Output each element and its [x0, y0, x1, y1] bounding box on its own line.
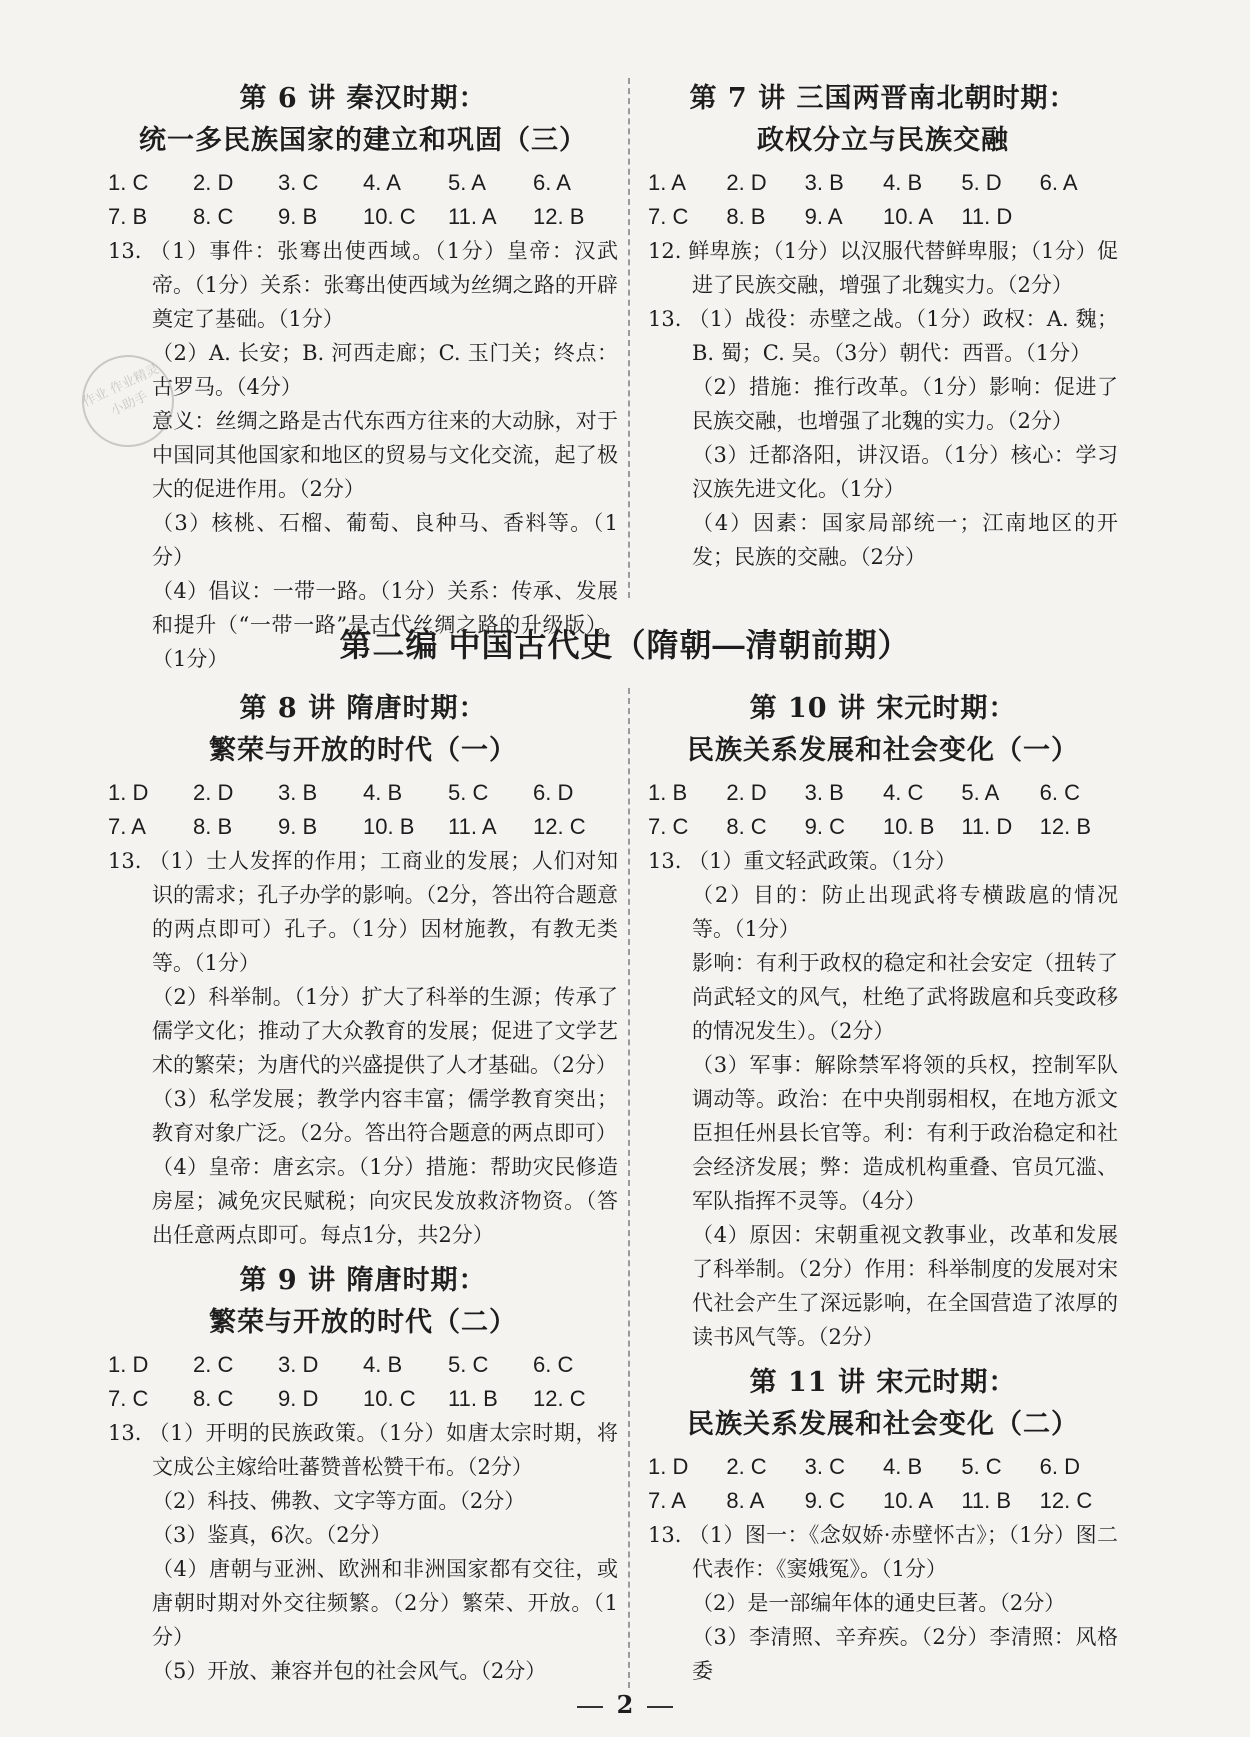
answer-paragraph: （3）军事：解除禁军将领的兵权，控制军队调动等。政治：在中央削弱相权，在地方派文臣担任州县长官等。利：有利于政治稳定和社会经济发展；弊：造成机构重叠、官员冗滥、军队指挥不灵等。（4分） — [692, 1053, 1118, 1213]
answer-paragraph: 12. 鲜卑族；（1分）以汉服代替鲜卑服；（1分）促进了民族交融，增强了北魏实力。（2分） — [648, 239, 1118, 297]
answer: 10. B — [363, 814, 415, 839]
answer: 7. C — [108, 1386, 149, 1411]
answer-paragraph: 13. （1）事件：张骞出使西域。（1分）皇帝：汉武帝。（1分）关系：张骞出使西域为丝绸之路的开辟奠定了基础。（1分） — [108, 239, 618, 331]
choice-answers — [648, 1450, 1118, 1518]
answer: 4. C — [883, 780, 924, 805]
lesson-6 — [108, 78, 618, 676]
answer-paragraph: 意义：丝绸之路是古代东西方往来的大动脉，对于中国同其他国家和地区的贸易与文化交流，起了极大的促进作用。（2分） — [152, 409, 618, 501]
lessons-10-11 — [648, 688, 1118, 1696]
answer: 11. A — [448, 814, 497, 839]
answer-paragraph: 影响：有利于政权的稳定和社会安定（扭转了尚武轻文的风气，杜绝了武将跋扈和兵变政移的情况发生）。（2分） — [692, 951, 1118, 1043]
answer: 1. D — [648, 1454, 689, 1479]
answer: 11. A — [448, 204, 497, 229]
answer: 7. C — [648, 814, 689, 839]
answer: 11. D — [961, 204, 1013, 229]
answer: 8. C — [193, 1386, 234, 1411]
answer: 4. B — [883, 170, 923, 195]
answer: 5. C — [448, 780, 489, 805]
answer: 6. C — [1039, 780, 1081, 805]
answer: 2. D — [193, 170, 234, 195]
answer: 11. B — [448, 1386, 498, 1411]
answer: 12. B — [533, 204, 585, 229]
answer: 3. D — [278, 1352, 319, 1377]
lesson-10 — [648, 688, 1118, 1354]
answer-paragraph: （3）私学发展；教学内容丰富；儒学教育突出；教育对象广泛。（2分。答出符合题意的两点即可） — [152, 1087, 618, 1145]
page-number — [0, 1690, 1250, 1719]
answer: 8. B — [193, 814, 233, 839]
lesson-subtitle: 统一多民族国家的建立和巩固（三） — [139, 125, 587, 156]
answer: 3. B — [804, 780, 844, 805]
answer-paragraph: （2）科技、佛教、文字等方面。（2分） — [152, 1489, 526, 1513]
answer: 12. B — [1039, 814, 1092, 839]
answer: 6. A — [1039, 170, 1078, 195]
lesson-subtitle: 繁荣与开放的时代（二） — [209, 1307, 517, 1338]
answer: 3. B — [804, 170, 844, 195]
choice-answers — [108, 776, 618, 844]
lesson-9 — [108, 1260, 618, 1688]
answer: 2. C — [193, 1352, 234, 1377]
dash-left — [577, 1706, 603, 1708]
answer-paragraph: 13. （1）图一：《念奴娇·赤壁怀古》；（1分）图二代表作：《窦娥冤》。（1分） — [648, 1523, 1118, 1581]
lesson-title: 第 7 讲 三国两晋南北朝时期： — [689, 83, 1077, 114]
answer: 8. C — [726, 814, 767, 839]
answer-paragraph: （2）措施：推行改革。（1分）影响：促进了民族交融，也增强了北魏的实力。（2分） — [692, 375, 1118, 433]
answer: 1. A — [648, 170, 686, 195]
answer: 2. C — [726, 1454, 767, 1479]
answer: 4. B — [363, 1352, 403, 1377]
lesson-11 — [648, 1362, 1118, 1688]
answer: 3. B — [278, 780, 318, 805]
column-divider-top — [628, 78, 630, 598]
answer: 1. B — [648, 780, 688, 805]
answer: 4. B — [883, 1454, 923, 1479]
lesson-subtitle: 民族关系发展和社会变化（一） — [687, 735, 1079, 766]
answer-paragraph: 13. （1）战役：赤壁之战。（1分）政权：A. 魏；B. 蜀；C. 吴。（3分）朝代：西晋。（1分） — [648, 307, 1118, 365]
section-title: 第二编 中国古代史（隋朝—清朝前期） — [339, 627, 911, 663]
answer: 10. B — [883, 814, 935, 839]
answer — [1040, 200, 1118, 234]
answer-paragraph: （4）原因：宋朝重视文教事业，改革和发展了科举制。（2分）作用：科举制度的发展对宋代社会产生了深远影响，在全国营造了浓厚的读书风气等。（2分） — [692, 1223, 1118, 1349]
answer: 8. C — [193, 204, 234, 229]
answer-paragraph: （3）鉴真，6次。（2分） — [152, 1523, 392, 1547]
answer: 2. D — [726, 780, 767, 805]
answer: 12. C — [533, 1386, 586, 1411]
answer-paragraph: （2）科举制。（1分）扩大了科举的生源；传承了儒学文化；推动了大众教育的发展；促进了文学艺术的繁荣；为唐代的兴盛提供了人才基础。（2分） — [152, 985, 618, 1077]
answer: 9. A — [804, 204, 843, 229]
answer: 5. C — [961, 1454, 1002, 1479]
answer: 9. C — [804, 1488, 846, 1513]
lesson-title: 第 8 讲 隋唐时期： — [239, 693, 487, 724]
answer: 4. B — [363, 780, 403, 805]
answer: 12. C — [533, 814, 586, 839]
page-number-text: 2 — [616, 1690, 634, 1719]
answer: 3. C — [804, 1454, 846, 1479]
answer-paragraph: （2）A. 长安；B. 河西走廊；C. 玉门关；终点：古罗马。（4分） — [152, 341, 618, 399]
answer: 9. B — [278, 814, 318, 839]
answer: 7. B — [108, 204, 148, 229]
lesson-title: 第 11 讲 宋元时期： — [749, 1367, 1017, 1398]
answer: 5. C — [448, 1352, 489, 1377]
answer: 10. C — [363, 204, 416, 229]
answer: 2. D — [726, 170, 767, 195]
answer: 11. D — [961, 814, 1013, 839]
choice-answers — [108, 1348, 618, 1416]
answer-paragraph: （4）皇帝：唐玄宗。（1分）措施：帮助灾民修造房屋；减免灾民赋税；向灾民发放救济物资。（答出任意两点即可。每点1分，共2分） — [152, 1155, 618, 1247]
answer: 5. A — [961, 780, 1000, 805]
choice-answers — [648, 776, 1118, 844]
answer: 9. B — [278, 204, 318, 229]
lesson-title: 第 6 讲 秦汉时期： — [239, 83, 487, 114]
lesson-title: 第 10 讲 宋元时期： — [749, 693, 1017, 724]
answer-paragraph: （2）目的：防止出现武将专横跋扈的情况等。（1分） — [692, 883, 1118, 941]
lesson-subtitle: 政权分立与民族交融 — [757, 125, 1009, 156]
answer: 4. A — [363, 170, 401, 195]
dash-right — [647, 1706, 673, 1708]
answer: 2. D — [193, 780, 234, 805]
lesson-8 — [108, 688, 618, 1252]
answer: 1. D — [108, 780, 149, 805]
answer: 7. A — [108, 814, 146, 839]
stamp-logo: 作业 作业精灵小助手 — [67, 340, 189, 462]
answer: 10. A — [883, 204, 934, 229]
answer-paragraph: （4）唐朝与亚洲、欧洲和非洲国家都有交往，或唐朝时期对外交往频繁。（2分）繁荣、开放。（1分） — [152, 1557, 618, 1649]
answer: 5. A — [448, 170, 486, 195]
answer: 3. C — [278, 170, 319, 195]
answer-paragraph: （3）李清照、辛弃疾。（2分）李清照：风格委 — [692, 1625, 1118, 1683]
answer: 6. D — [1039, 1454, 1081, 1479]
answer-paragraph: （5）开放、兼容并包的社会风气。（2分） — [152, 1659, 547, 1683]
answer: 7. C — [648, 204, 689, 229]
answer: 12. C — [1039, 1488, 1093, 1513]
choice-answers — [648, 166, 1118, 234]
lesson-subtitle: 民族关系发展和社会变化（二） — [687, 1409, 1079, 1440]
answer: 7. A — [648, 1488, 686, 1513]
answer-paragraph: （3）迁都洛阳，讲汉语。（1分）核心：学习汉族先进文化。（1分） — [692, 443, 1118, 501]
answer-paragraph: 13. （1）重文轻武政策。（1分） — [648, 849, 957, 873]
answer: 9. D — [278, 1386, 319, 1411]
answer: 6. A — [533, 170, 571, 195]
answer: 11. B — [961, 1488, 1012, 1513]
lesson-title: 第 9 讲 隋唐时期： — [239, 1265, 487, 1296]
answer: 1. C — [108, 170, 149, 195]
answer-paragraph: （2）是一部编年体的通史巨著。（2分） — [692, 1591, 1066, 1615]
answer: 10. A — [883, 1488, 934, 1513]
answer-paragraph: 13. （1）开明的民族政策。（1分）如唐太宗时期，将文成公主嫁给吐蕃赞普松赞干布。（2分） — [108, 1421, 618, 1479]
answer-paragraph: （4）因素：国家局部统一；江南地区的开发；民族的交融。（2分） — [692, 511, 1118, 569]
answer: 8. A — [726, 1488, 765, 1513]
answer: 6. D — [533, 780, 574, 805]
answer: 8. B — [726, 204, 766, 229]
lessons-8-9 — [108, 688, 618, 1696]
answer-paragraph: （3）核桃、石榴、葡萄、良种马、香料等。（1分） — [152, 511, 618, 569]
answer: 9. C — [804, 814, 846, 839]
answer-paragraph: 13. （1）士人发挥的作用；工商业的发展；人们对知识的需求；孔子办学的影响。（2分，答出符合题意的两点即可）孔子。（1分）因材施教，有教无类等。（1分） — [108, 849, 618, 975]
answer: 1. D — [108, 1352, 149, 1377]
answer: 5. D — [961, 170, 1002, 195]
lesson-subtitle: 繁荣与开放的时代（一） — [209, 735, 517, 766]
answer-paragraph: （4）倡议：一带一路。（1分）关系：传承、发展和提升（“一带一路”是古代丝绸之路的升级版）。（1分） — [152, 579, 618, 671]
lesson-7 — [648, 78, 1118, 574]
answer: 6. C — [533, 1352, 574, 1377]
choice-answers — [108, 166, 618, 234]
answer: 10. C — [363, 1386, 416, 1411]
column-divider-bottom — [628, 688, 630, 1688]
